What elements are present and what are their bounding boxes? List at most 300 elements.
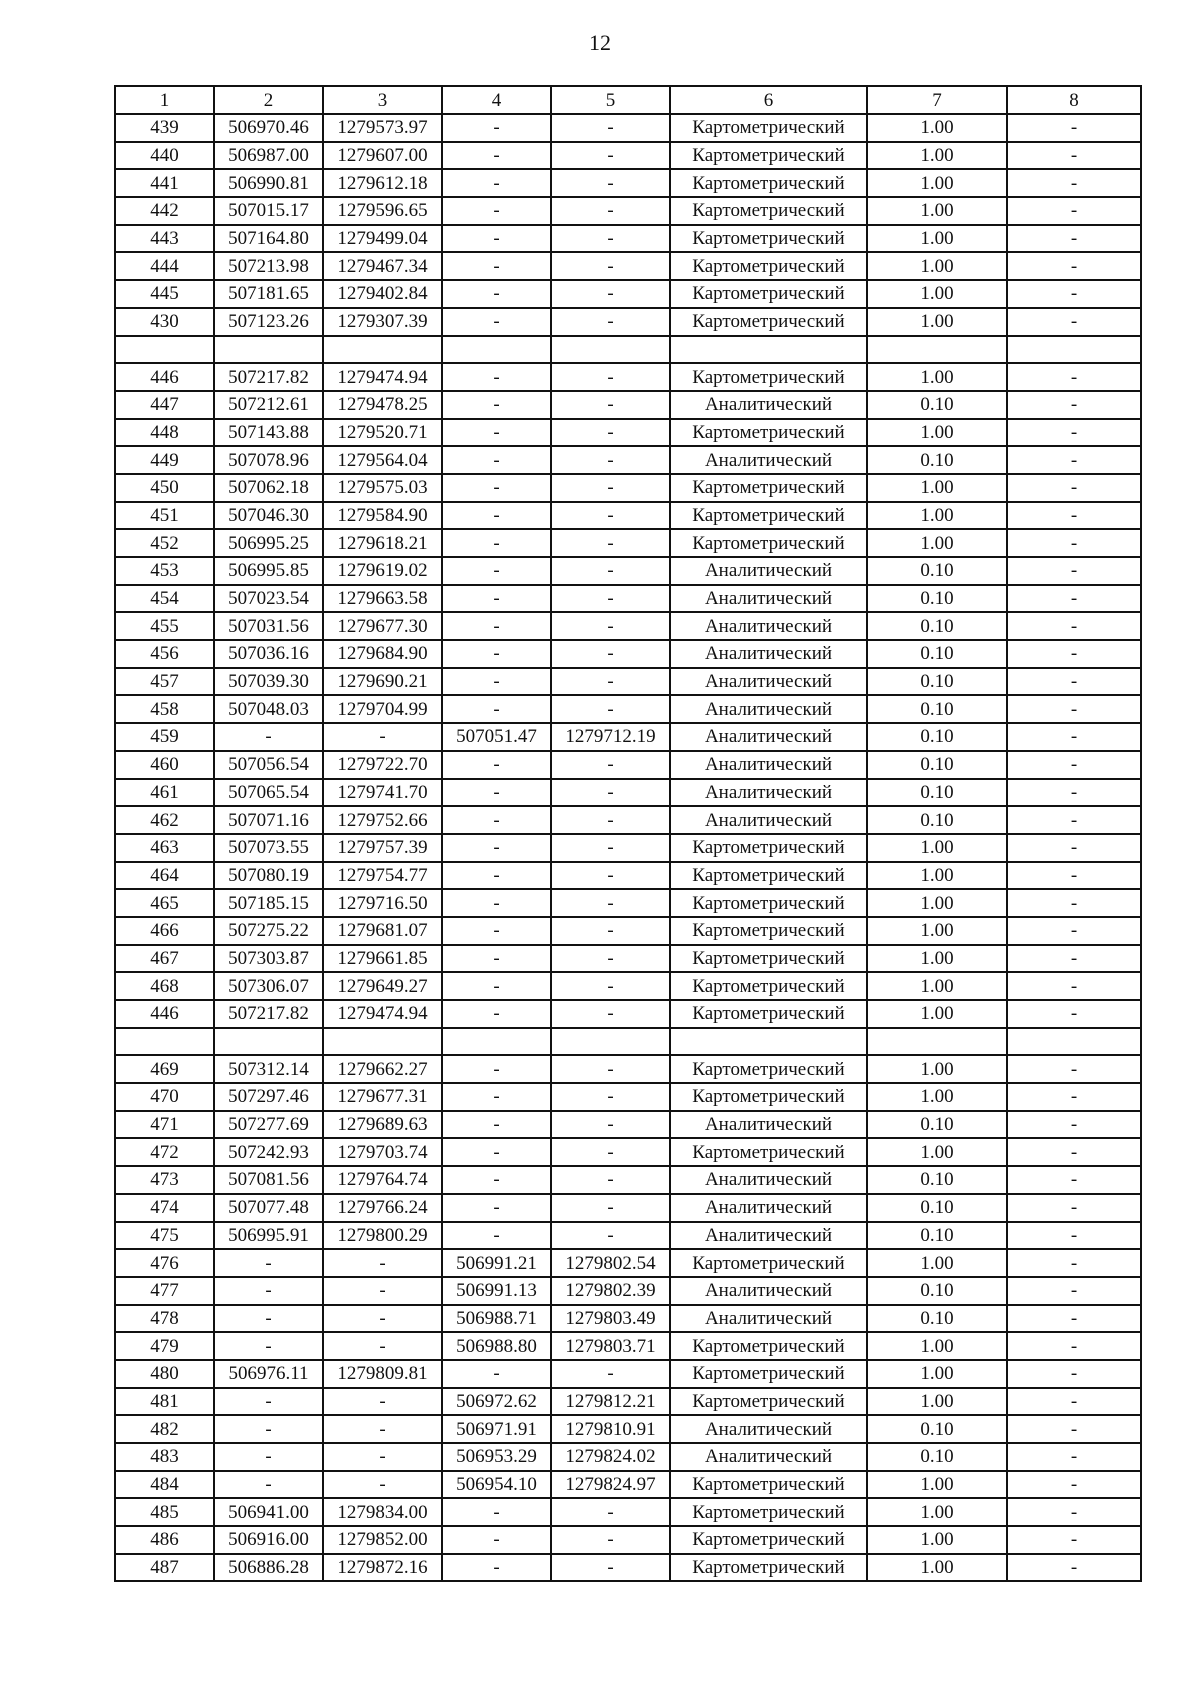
table-cell: - — [1007, 308, 1141, 336]
table-cell: - — [214, 1249, 323, 1277]
table-cell: - — [1007, 695, 1141, 723]
table-cell — [867, 1028, 1007, 1056]
table-cell — [323, 336, 442, 364]
table-row — [115, 363, 1141, 391]
table-cell: - — [551, 446, 670, 474]
table-cell: 484 — [115, 1471, 214, 1499]
table-cell: 1.00 — [867, 474, 1007, 502]
table-cell: 1279663.58 — [323, 585, 442, 613]
table-cell: 506886.28 — [214, 1554, 323, 1582]
table-cell: Картометрический — [670, 197, 867, 225]
table-cell: - — [323, 1443, 442, 1471]
table-cell: 507277.69 — [214, 1111, 323, 1139]
table-cell: - — [442, 1498, 551, 1526]
table-cell: - — [551, 280, 670, 308]
table-cell: - — [551, 612, 670, 640]
table-cell: - — [1007, 197, 1141, 225]
table-row — [115, 197, 1141, 225]
table-cell: 0.10 — [867, 1443, 1007, 1471]
table-cell: - — [442, 169, 551, 197]
table-cell: - — [442, 280, 551, 308]
table-cell: - — [551, 1498, 670, 1526]
table-cell: 1279703.74 — [323, 1138, 442, 1166]
table-cell: 1.00 — [867, 308, 1007, 336]
table-cell: - — [551, 419, 670, 447]
table-cell: 506995.85 — [214, 557, 323, 585]
table-cell: 506987.00 — [214, 142, 323, 170]
table-cell: 507062.18 — [214, 474, 323, 502]
table-cell: - — [1007, 391, 1141, 419]
table-cell: - — [442, 612, 551, 640]
table-cell: 462 — [115, 806, 214, 834]
table-cell: 1279520.71 — [323, 419, 442, 447]
table-cell: 1279662.27 — [323, 1055, 442, 1083]
table-cell: 458 — [115, 695, 214, 723]
table-cell: Картометрический — [670, 889, 867, 917]
table-cell: 507123.26 — [214, 308, 323, 336]
table-cell: - — [551, 308, 670, 336]
table-cell: 0.10 — [867, 1222, 1007, 1250]
table-cell: 1279607.00 — [323, 142, 442, 170]
table-row — [115, 142, 1141, 170]
table-cell: 506916.00 — [214, 1526, 323, 1554]
table-cell: - — [442, 1055, 551, 1083]
table-cell: - — [214, 1305, 323, 1333]
table-cell: - — [1007, 1388, 1141, 1416]
table-cell — [551, 1028, 670, 1056]
table-cell: - — [442, 1000, 551, 1028]
table-cell: 471 — [115, 1111, 214, 1139]
table-cell: - — [442, 695, 551, 723]
table-cell: 468 — [115, 972, 214, 1000]
table-cell: 1279712.19 — [551, 723, 670, 751]
table-cell: 1.00 — [867, 197, 1007, 225]
table-cell: 487 — [115, 1554, 214, 1582]
table-cell: 506941.00 — [214, 1498, 323, 1526]
column-header: 5 — [551, 86, 670, 114]
table-cell: 507039.30 — [214, 668, 323, 696]
table-cell: - — [1007, 1166, 1141, 1194]
table-cell: 1279752.66 — [323, 806, 442, 834]
table-cell: - — [551, 1055, 670, 1083]
table-cell: 506972.62 — [442, 1388, 551, 1416]
table-cell: 470 — [115, 1083, 214, 1111]
table-cell: 507080.19 — [214, 862, 323, 890]
table-cell: 0.10 — [867, 391, 1007, 419]
table-cell: 0.10 — [867, 557, 1007, 585]
table-cell: - — [442, 1083, 551, 1111]
table-row — [115, 862, 1141, 890]
table-cell: 1279677.30 — [323, 612, 442, 640]
table-cell: Аналитический — [670, 612, 867, 640]
table-cell: - — [1007, 585, 1141, 613]
table-row — [115, 280, 1141, 308]
table-cell — [670, 1028, 867, 1056]
table-row — [115, 1111, 1141, 1139]
table-cell: - — [323, 1388, 442, 1416]
table-cell: - — [551, 197, 670, 225]
table-cell: 1.00 — [867, 889, 1007, 917]
table-cell: 506988.80 — [442, 1332, 551, 1360]
table-cell: 1279809.81 — [323, 1360, 442, 1388]
table-cell: - — [551, 779, 670, 807]
table-cell: 1279689.63 — [323, 1111, 442, 1139]
table-cell: - — [551, 1138, 670, 1166]
table-cell: - — [442, 834, 551, 862]
table-cell: - — [1007, 474, 1141, 502]
table-cell: - — [1007, 806, 1141, 834]
table-cell — [1007, 336, 1141, 364]
table-row — [115, 474, 1141, 502]
table-cell: 1279757.39 — [323, 834, 442, 862]
table-cell: - — [442, 391, 551, 419]
table-cell: 1279402.84 — [323, 280, 442, 308]
table-cell: - — [214, 1415, 323, 1443]
table-cell: 1279803.49 — [551, 1305, 670, 1333]
table-cell: - — [1007, 529, 1141, 557]
table-cell: 1279684.90 — [323, 640, 442, 668]
table-cell: - — [551, 806, 670, 834]
table-cell: - — [551, 529, 670, 557]
table-cell: 460 — [115, 751, 214, 779]
table-cell: - — [442, 529, 551, 557]
table-cell: 1.00 — [867, 834, 1007, 862]
table-cell: - — [442, 252, 551, 280]
table-cell: - — [1007, 1055, 1141, 1083]
table-cell: 1279681.07 — [323, 917, 442, 945]
table-cell: 506991.21 — [442, 1249, 551, 1277]
table-cell: - — [442, 1138, 551, 1166]
table-cell: - — [1007, 612, 1141, 640]
table-cell: 1279499.04 — [323, 225, 442, 253]
table-cell: 1.00 — [867, 1332, 1007, 1360]
table-row — [115, 1415, 1141, 1443]
table-cell — [442, 1028, 551, 1056]
table-cell: Картометрический — [670, 474, 867, 502]
table-cell: - — [442, 197, 551, 225]
table-row — [115, 114, 1141, 142]
table-cell: 452 — [115, 529, 214, 557]
table-row — [115, 1222, 1141, 1250]
table-cell: 507164.80 — [214, 225, 323, 253]
table-cell: 486 — [115, 1526, 214, 1554]
table-cell: - — [442, 474, 551, 502]
table-cell: 465 — [115, 889, 214, 917]
table-cell: - — [214, 1332, 323, 1360]
table-cell: Картометрический — [670, 252, 867, 280]
table-cell: - — [1007, 1277, 1141, 1305]
table-cell: 445 — [115, 280, 214, 308]
table-cell: Картометрический — [670, 280, 867, 308]
table-cell: - — [1007, 779, 1141, 807]
table-cell: 479 — [115, 1332, 214, 1360]
table-cell: - — [551, 751, 670, 779]
table-cell: 439 — [115, 114, 214, 142]
table-cell: - — [1007, 1415, 1141, 1443]
table-cell: - — [442, 1222, 551, 1250]
table-cell: 1.00 — [867, 529, 1007, 557]
table-cell: 459 — [115, 723, 214, 751]
table-cell: Аналитический — [670, 391, 867, 419]
table-cell: - — [1007, 280, 1141, 308]
table-cell: Картометрический — [670, 1471, 867, 1499]
table-cell: - — [1007, 363, 1141, 391]
table-cell: 1279802.54 — [551, 1249, 670, 1277]
table-body — [115, 114, 1141, 1581]
table-row — [115, 695, 1141, 723]
table-cell: - — [442, 446, 551, 474]
table-cell — [670, 336, 867, 364]
table-cell: 507303.87 — [214, 945, 323, 973]
table-cell: - — [551, 142, 670, 170]
table-cell: 1279852.00 — [323, 1526, 442, 1554]
table-cell: 472 — [115, 1138, 214, 1166]
table-cell — [867, 336, 1007, 364]
table-cell: 1.00 — [867, 917, 1007, 945]
table-cell: 455 — [115, 612, 214, 640]
table-row — [115, 1305, 1141, 1333]
table-cell: - — [323, 1415, 442, 1443]
table-cell — [1007, 1028, 1141, 1056]
table-cell: 1.00 — [867, 502, 1007, 530]
table-cell: 507081.56 — [214, 1166, 323, 1194]
table-cell: 1.00 — [867, 252, 1007, 280]
table-cell: 1279677.31 — [323, 1083, 442, 1111]
table-row — [115, 557, 1141, 585]
table-cell: - — [551, 1000, 670, 1028]
table-cell: 457 — [115, 668, 214, 696]
table-cell: 507275.22 — [214, 917, 323, 945]
table-cell: 507077.48 — [214, 1194, 323, 1222]
table-cell: 506954.10 — [442, 1471, 551, 1499]
table-cell: 507073.55 — [214, 834, 323, 862]
table-cell: 507051.47 — [442, 723, 551, 751]
table-cell: Аналитический — [670, 695, 867, 723]
column-header: 2 — [214, 86, 323, 114]
table-cell: 507213.98 — [214, 252, 323, 280]
table-cell: - — [1007, 557, 1141, 585]
table-cell: 506991.13 — [442, 1277, 551, 1305]
table-cell: 507297.46 — [214, 1083, 323, 1111]
table-cell: - — [442, 1360, 551, 1388]
table-cell: 1.00 — [867, 862, 1007, 890]
table-cell: 449 — [115, 446, 214, 474]
table-cell: 430 — [115, 308, 214, 336]
table-cell: 507185.15 — [214, 889, 323, 917]
table-row — [115, 391, 1141, 419]
table-cell: 1279467.34 — [323, 252, 442, 280]
table-cell: 1.00 — [867, 1055, 1007, 1083]
table-cell: Аналитический — [670, 640, 867, 668]
table-cell: 463 — [115, 834, 214, 862]
table-cell: - — [1007, 723, 1141, 751]
table-cell: 1.00 — [867, 1554, 1007, 1582]
table-cell: 481 — [115, 1388, 214, 1416]
table-cell: - — [442, 1526, 551, 1554]
table-row — [115, 1388, 1141, 1416]
table-cell: - — [551, 474, 670, 502]
table-cell: - — [1007, 751, 1141, 779]
table-cell: - — [1007, 1194, 1141, 1222]
table-cell: 1.00 — [867, 1526, 1007, 1554]
table-cell: 506995.91 — [214, 1222, 323, 1250]
table-cell: 1279573.97 — [323, 114, 442, 142]
table-row — [115, 446, 1141, 474]
table-cell: 1.00 — [867, 1083, 1007, 1111]
table-cell: - — [1007, 889, 1141, 917]
table-cell: 461 — [115, 779, 214, 807]
table-cell: Аналитический — [670, 446, 867, 474]
table-row — [115, 1166, 1141, 1194]
table-cell: 448 — [115, 419, 214, 447]
table-cell: Аналитический — [670, 1415, 867, 1443]
table-cell: 450 — [115, 474, 214, 502]
table-cell: 473 — [115, 1166, 214, 1194]
table-cell: - — [442, 363, 551, 391]
table-cell: 1279619.02 — [323, 557, 442, 585]
table-cell: 507036.16 — [214, 640, 323, 668]
table-cell: 0.10 — [867, 668, 1007, 696]
table-cell: Картометрический — [670, 1055, 867, 1083]
table-cell: Картометрический — [670, 1498, 867, 1526]
table-cell: - — [1007, 1471, 1141, 1499]
table-cell: 506988.71 — [442, 1305, 551, 1333]
table-cell: - — [551, 917, 670, 945]
table-cell: 478 — [115, 1305, 214, 1333]
table-cell: 464 — [115, 862, 214, 890]
table-row — [115, 225, 1141, 253]
table-cell: - — [1007, 862, 1141, 890]
table-cell: 482 — [115, 1415, 214, 1443]
table-cell: 1279618.21 — [323, 529, 442, 557]
table-cell: - — [442, 945, 551, 973]
table-cell: - — [442, 1194, 551, 1222]
table-row — [115, 529, 1141, 557]
table-cell: 0.10 — [867, 640, 1007, 668]
table-cell: 507242.93 — [214, 1138, 323, 1166]
table-row — [115, 1360, 1141, 1388]
table-row — [115, 668, 1141, 696]
table-cell: 506990.81 — [214, 169, 323, 197]
table-cell: 442 — [115, 197, 214, 225]
table-row — [115, 502, 1141, 530]
table-cell: 1279474.94 — [323, 1000, 442, 1028]
table-cell: - — [1007, 1526, 1141, 1554]
table-cell: 0.10 — [867, 1277, 1007, 1305]
table-cell: Картометрический — [670, 862, 867, 890]
table-cell: 474 — [115, 1194, 214, 1222]
table-cell: 1279766.24 — [323, 1194, 442, 1222]
table-row — [115, 972, 1141, 1000]
table-cell: - — [551, 1222, 670, 1250]
table-cell: - — [442, 640, 551, 668]
table-cell: - — [442, 779, 551, 807]
table-cell: Аналитический — [670, 585, 867, 613]
table-cell: - — [1007, 169, 1141, 197]
column-header: 6 — [670, 86, 867, 114]
table-cell: 0.10 — [867, 751, 1007, 779]
table-cell: - — [442, 862, 551, 890]
table-cell: - — [551, 1083, 670, 1111]
table-cell: Аналитический — [670, 1111, 867, 1139]
table-row — [115, 308, 1141, 336]
table-cell: 467 — [115, 945, 214, 973]
table-cell: - — [551, 1360, 670, 1388]
table-cell: 446 — [115, 1000, 214, 1028]
table-row — [115, 1055, 1141, 1083]
table-cell: - — [551, 972, 670, 1000]
table-cell: - — [323, 1277, 442, 1305]
table-row — [115, 585, 1141, 613]
table-cell: Картометрический — [670, 529, 867, 557]
table-cell: - — [1007, 114, 1141, 142]
table-cell: - — [1007, 834, 1141, 862]
table-cell: - — [442, 225, 551, 253]
table-cell: 446 — [115, 363, 214, 391]
table-cell: 506953.29 — [442, 1443, 551, 1471]
table-cell: - — [1007, 225, 1141, 253]
table-cell: 507023.54 — [214, 585, 323, 613]
table-cell: 447 — [115, 391, 214, 419]
table-cell: Картометрический — [670, 1249, 867, 1277]
table-cell: Картометрический — [670, 419, 867, 447]
table-cell: 507143.88 — [214, 419, 323, 447]
table-row — [115, 1526, 1141, 1554]
table-cell: 1279716.50 — [323, 889, 442, 917]
table-cell: 507217.82 — [214, 1000, 323, 1028]
table-cell: - — [323, 1332, 442, 1360]
table-cell: - — [1007, 1111, 1141, 1139]
table-cell: 506970.46 — [214, 114, 323, 142]
table-cell — [115, 1028, 214, 1056]
table-cell: 1.00 — [867, 225, 1007, 253]
table-cell: 1.00 — [867, 114, 1007, 142]
table-cell: 475 — [115, 1222, 214, 1250]
table-cell: 507306.07 — [214, 972, 323, 1000]
table-cell: - — [551, 862, 670, 890]
table-cell: - — [1007, 1554, 1141, 1582]
table-cell: 441 — [115, 169, 214, 197]
table-cell: - — [1007, 142, 1141, 170]
table-cell: - — [551, 585, 670, 613]
table-cell: 0.10 — [867, 1194, 1007, 1222]
table-cell: 443 — [115, 225, 214, 253]
coordinates-table — [114, 85, 1142, 1582]
table-cell — [214, 336, 323, 364]
table-cell: Картометрический — [670, 1138, 867, 1166]
table-cell: Картометрический — [670, 834, 867, 862]
column-header: 1 — [115, 86, 214, 114]
table-cell: 0.10 — [867, 723, 1007, 751]
table-cell: - — [323, 723, 442, 751]
table-cell: - — [551, 945, 670, 973]
table-row — [115, 945, 1141, 973]
table-cell: 507071.16 — [214, 806, 323, 834]
table-cell: 1279803.71 — [551, 1332, 670, 1360]
table-cell: - — [442, 419, 551, 447]
table-cell: 1279596.65 — [323, 197, 442, 225]
table-cell: Картометрический — [670, 502, 867, 530]
table-cell: - — [551, 1194, 670, 1222]
table-cell: - — [1007, 1000, 1141, 1028]
table-row — [115, 1249, 1141, 1277]
table-cell: - — [551, 1526, 670, 1554]
table-cell: Картометрический — [670, 114, 867, 142]
table-row — [115, 419, 1141, 447]
separator-row — [115, 1028, 1141, 1056]
table-cell: - — [214, 723, 323, 751]
table-cell: - — [551, 363, 670, 391]
